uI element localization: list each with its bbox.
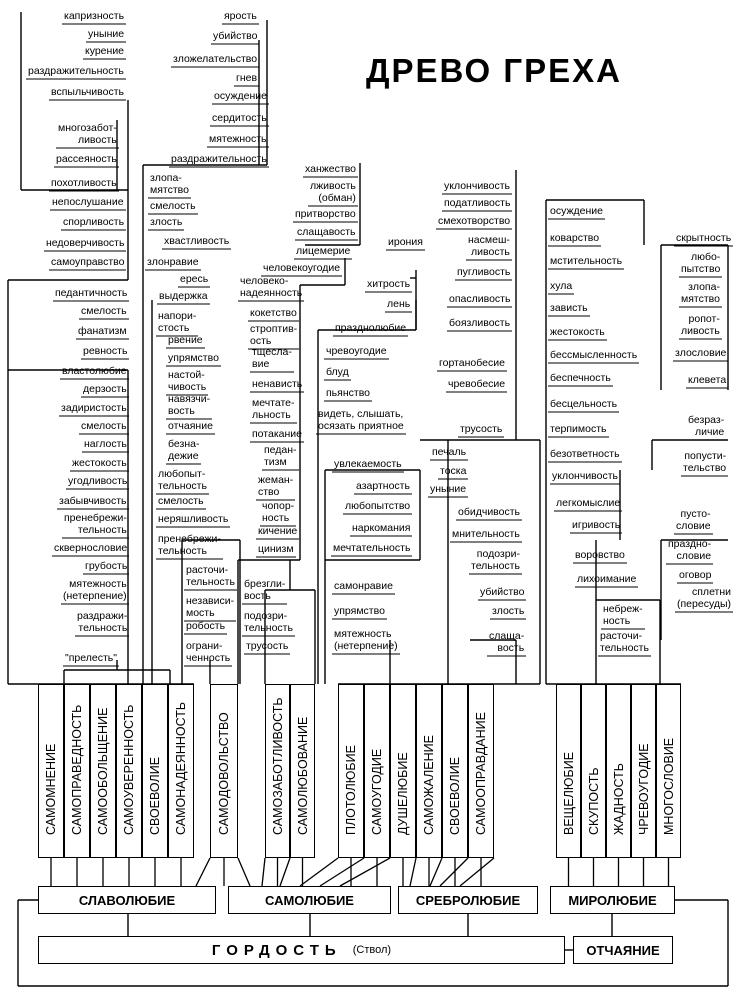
sin-label: рвение [168,334,203,346]
sin-label: ропот- ливость [681,313,720,337]
sin-label: упрямство [334,605,385,617]
sin-label: злонравие [147,256,199,268]
branch-box-самолюбование [290,684,315,858]
sin-label: педантичность [55,287,128,299]
trunk-note: (Ствол) [349,944,392,956]
branch-box-своеволие [442,684,468,858]
sin-label: безна- дежие [168,438,200,462]
sin-label: смелость [81,305,127,317]
sin-label: гортанобесие [439,357,505,369]
sin-label: любопыт- тельность [158,468,207,492]
sin-label: грубость [85,560,128,572]
sin-label: расточи- тельность [186,564,235,588]
sin-label: кичение [258,525,298,537]
sin-label: осуждение [550,205,603,217]
sin-label: клевета [688,374,727,386]
sin-label: смехотворство [438,215,511,227]
sin-label: раздражительность [28,65,124,77]
sin-label: азартность [356,480,410,492]
sin-label: наглость [84,438,127,450]
branch-label: ЖАДНОСТЬ [611,763,626,835]
sin-label: смелость [150,200,196,212]
sin-label: бессмысленность [550,349,638,361]
sin-label: задиристость [61,402,127,414]
sin-label: уныние [88,28,125,40]
root-diagonal [460,858,494,886]
sin-label: уклончивость [444,180,511,192]
sin-label: слаща- вость [489,630,525,654]
sin-label: вспыльчивость [51,86,125,98]
branch-box-самозаботливость [265,684,290,858]
sin-label: подозри- тельность [244,610,293,634]
branch-label: САМОДОВОЛЬСТВО [217,712,231,835]
sin-label: гнев [236,72,258,84]
sin-label: воровство [575,549,625,561]
sin-label: оговор [679,569,712,581]
sin-label: угодливость [68,475,128,487]
sin-label: злопа- мятство [150,172,189,196]
sin-label: скрытность [676,232,732,244]
trunk-label: ГОРДОСТЬ [211,941,342,959]
sin-label: ярость [224,10,257,22]
sin-label: трусость [460,423,503,435]
sin-label: беспечность [550,372,611,384]
sin-label: лень [387,298,411,310]
sin-label: печаль [432,446,467,458]
branch-box-самомнение [38,684,64,858]
branch-box-чревоугодие [631,684,656,858]
sin-label: цинизм [258,543,294,555]
root-diagonal [300,858,338,886]
branch-label: СКУПОСТЬ [586,767,601,835]
sin-label: наркомания [352,522,411,534]
sin-label: похотливость [51,177,117,189]
sin-label: игривость [572,519,621,531]
sin-label: блуд [326,366,349,378]
sin-label: обидчивость [458,506,521,518]
sin-label: чопор- ность [262,500,295,524]
trunk-box [38,936,565,964]
branch-label: САМООБОЛЬЩЕНИЕ [96,707,110,835]
root-миролюбие: МИРОЛЮБИЕ [550,886,675,914]
sin-label: пусто- словие [676,508,711,532]
root-diagonal [410,858,416,886]
branch-box-многословие [656,684,681,858]
root-diagonal [440,858,468,886]
sin-label: упрямство [168,352,219,364]
sin-label: тоска [440,465,467,477]
sin-label: любопытство [345,500,411,512]
branch-box-плотолюбие [338,684,364,858]
branch-label: САМОУВЕРЕННОСТЬ [122,704,136,835]
sin-label: ересь [180,273,209,285]
sin-label: забывчивость [59,495,127,507]
sin-label: выдержка [159,290,208,302]
root-сребролюбие: СРЕБРОЛЮБИЕ [398,886,538,914]
sin-label: зложелательство [173,53,258,65]
root-diagonal [280,858,290,886]
branch-box-самоуверенность [116,684,142,858]
sin-label: пьянство [326,387,370,399]
root-diagonal [320,858,364,886]
sin-label: празднолюбие [335,322,407,334]
sin-label: отчаяние [168,420,213,432]
sin-label: злость [150,216,183,228]
sin-label: брезгли- вость [244,578,286,602]
sin-label: уныние [430,483,467,495]
sin-label: ревность [83,345,128,357]
sin-label: кокетство [250,307,297,319]
sin-label: лицемерие [296,245,351,257]
sin-label: капризность [64,10,125,22]
sin-label: убийство [480,586,525,598]
root-славолюбие: СЛАВОЛЮБИЕ [38,886,216,914]
sin-label: ограни- ченность [186,640,231,664]
sin-label: чревоугодие [326,345,387,357]
sin-label: напори- стость [158,310,197,334]
sin-label: чревобесие [448,378,506,390]
sin-label: коварство [550,232,600,244]
sin-label: подозри- тельность [471,548,520,572]
sin-label: видеть, слышать, осязать приятное [318,408,404,432]
sin-label: курение [85,45,125,57]
branch-label: СВОЕВОЛИЕ [148,756,162,835]
sin-label: фанатизм [78,325,127,337]
sin-label: независи- мость [186,595,235,619]
root-diagonal [196,858,210,886]
sin-label: опасливость [449,293,511,305]
branch-box-самообольщение [90,684,116,858]
sin-label: ирония [388,236,423,248]
sin-label: недоверчивость [46,237,125,249]
sin-label: безответность [550,448,620,460]
sin-label: мстительность [550,255,623,267]
sin-label: легкомыслие [556,497,621,509]
sin-label: пренебрежи- тельность [158,533,221,557]
sin-label: попусти- тельство [683,450,727,474]
sin-label: расточи- тельность [600,630,649,654]
sin-label: злость [492,605,525,617]
sin-label: дерзость [83,383,127,395]
branch-label: САМОНАДЕЯННОСТЬ [174,701,188,835]
despair-box: ОТЧАЯНИЕ [573,936,673,964]
sin-label: безраз- личие [688,414,725,438]
sin-label: злопа- мятство [681,281,720,305]
branch-label: САМОПРАВЕДНОСТЬ [70,704,84,835]
sin-label: праздно- словие [668,538,712,562]
branch-box-самодовольство [210,684,238,858]
root-diagonal [430,858,442,886]
sin-label: уклончивость [552,470,619,482]
sin-label: человекоугодие [263,262,341,274]
sin-label: жеман- ство [258,474,294,498]
sin-label: ханжество [305,163,356,175]
sin-label: сплетни (пересуды) [677,586,732,610]
branch-box-жадность [606,684,631,858]
sin-label: тщесла- вие [252,346,292,370]
sin-label: мечтательность [333,542,411,554]
sin-label: многозабот- ливость [58,122,117,146]
sin-label: робость [186,620,226,632]
branch-label: САМОЖАЛЕНИЕ [422,735,436,835]
branch-label: САМОУГОДИЕ [370,748,384,835]
sin-label: насмеш- ливость [468,234,510,258]
sin-label: небреж- ность [603,603,643,627]
sin-label: рассеяность [56,153,117,165]
sin-label: убийство [213,30,258,42]
sin-label: строптив- ость [250,323,298,347]
root-самолюбие: САМОЛЮБИЕ [228,886,391,914]
branch-label: САМОЛЮБОВАНИЕ [295,716,310,835]
sin-label: пугливость [457,266,511,278]
sin-label: самонравие [334,580,393,592]
sin-label: раздражи- тельность [77,610,128,634]
root-diagonal [238,858,250,886]
root-diagonal [262,858,265,886]
sin-label: человеко- надеянность [240,275,303,299]
sin-label: бесцельность [550,398,618,410]
sin-label: лживость (обман) [310,180,356,204]
sin-label: настой- чивость [168,369,207,393]
sin-label: властолюбие [62,365,127,377]
diagram-title: ДРЕВО ГРЕХА [366,52,622,89]
sin-label: терпимость [550,423,607,435]
sin-label: потакание [252,428,302,440]
sin-label: спорливость [63,216,125,228]
sin-label: злословие [675,347,727,359]
sin-label: непослушание [52,196,124,208]
sin-label: жестокость [550,326,605,338]
sin-label: мечтате- льность [252,397,295,421]
sin-label: зависть [550,302,588,314]
sin-label: мятежность (нетерпение) [334,628,398,652]
branch-label: ВЕЩЕЛЮБИЕ [561,751,576,835]
sin-label: трусость [246,640,289,652]
sin-label: мятежность (нетерпение) [63,578,127,602]
branch-box-самонадеянность [168,684,194,858]
branch-box-скупость [581,684,606,858]
sin-label: сквернословие [54,542,128,554]
branch-box-саможаление [416,684,442,858]
sin-label: ненависть [252,378,303,390]
sin-label: педан- тизм [264,444,297,468]
sin-label: мятежность [209,133,267,145]
sin-label: податливость [444,197,511,209]
branch-box-самоправедность [64,684,90,858]
branch-box-душелюбие [390,684,416,858]
branch-label: САМОЗАБОТЛИВОСТЬ [270,697,285,835]
sin-label: жестокость [72,457,127,469]
sin-label: хула [550,280,573,292]
branch-box-самоугодие [364,684,390,858]
sin-label: притворство [295,208,356,220]
branch-label: СВОЕВОЛИЕ [448,756,462,835]
branch-label: МНОГОСЛОВИЕ [661,737,676,835]
sin-label: слащавость [297,226,356,238]
sin-label: самоуправство [51,256,125,268]
sin-label: пренебрежи- тельность [64,512,127,536]
root-diagonal [340,858,390,886]
sin-label: смелость [158,495,204,507]
branch-label: ПЛОТОЛЮБИЕ [344,745,358,835]
branch-label: ДУШЕЛЮБИЕ [396,752,410,835]
sin-label: мнительность [452,528,520,540]
sin-label: лихоимание [577,573,637,585]
branch-label: САМОМНЕНИЕ [44,743,58,835]
branch-box-своеволие [142,684,168,858]
sin-label: раздражительность [171,153,267,165]
branch-label: САМООПРАВДАНИЕ [474,712,488,835]
branch-box-вещелюбие [556,684,581,858]
sin-label: увлекаемость [334,458,402,470]
sin-label: навязчи- вость [168,393,211,417]
sin-label: неряшливость [158,513,229,525]
sin-label: осуждение [214,90,267,102]
sin-label: смелость [81,420,127,432]
branch-label: ЧРЕВОУГОДИЕ [636,743,651,835]
sin-label: боязливость [449,317,511,329]
sin-label: хитрость [367,278,411,290]
branch-box-самооправдание [468,684,494,858]
sin-label: сердитость [212,112,267,124]
sin-label: "прелесть" [65,652,117,664]
sin-label: хвастливость [164,235,230,247]
sin-label: любо- пытство [681,251,721,275]
